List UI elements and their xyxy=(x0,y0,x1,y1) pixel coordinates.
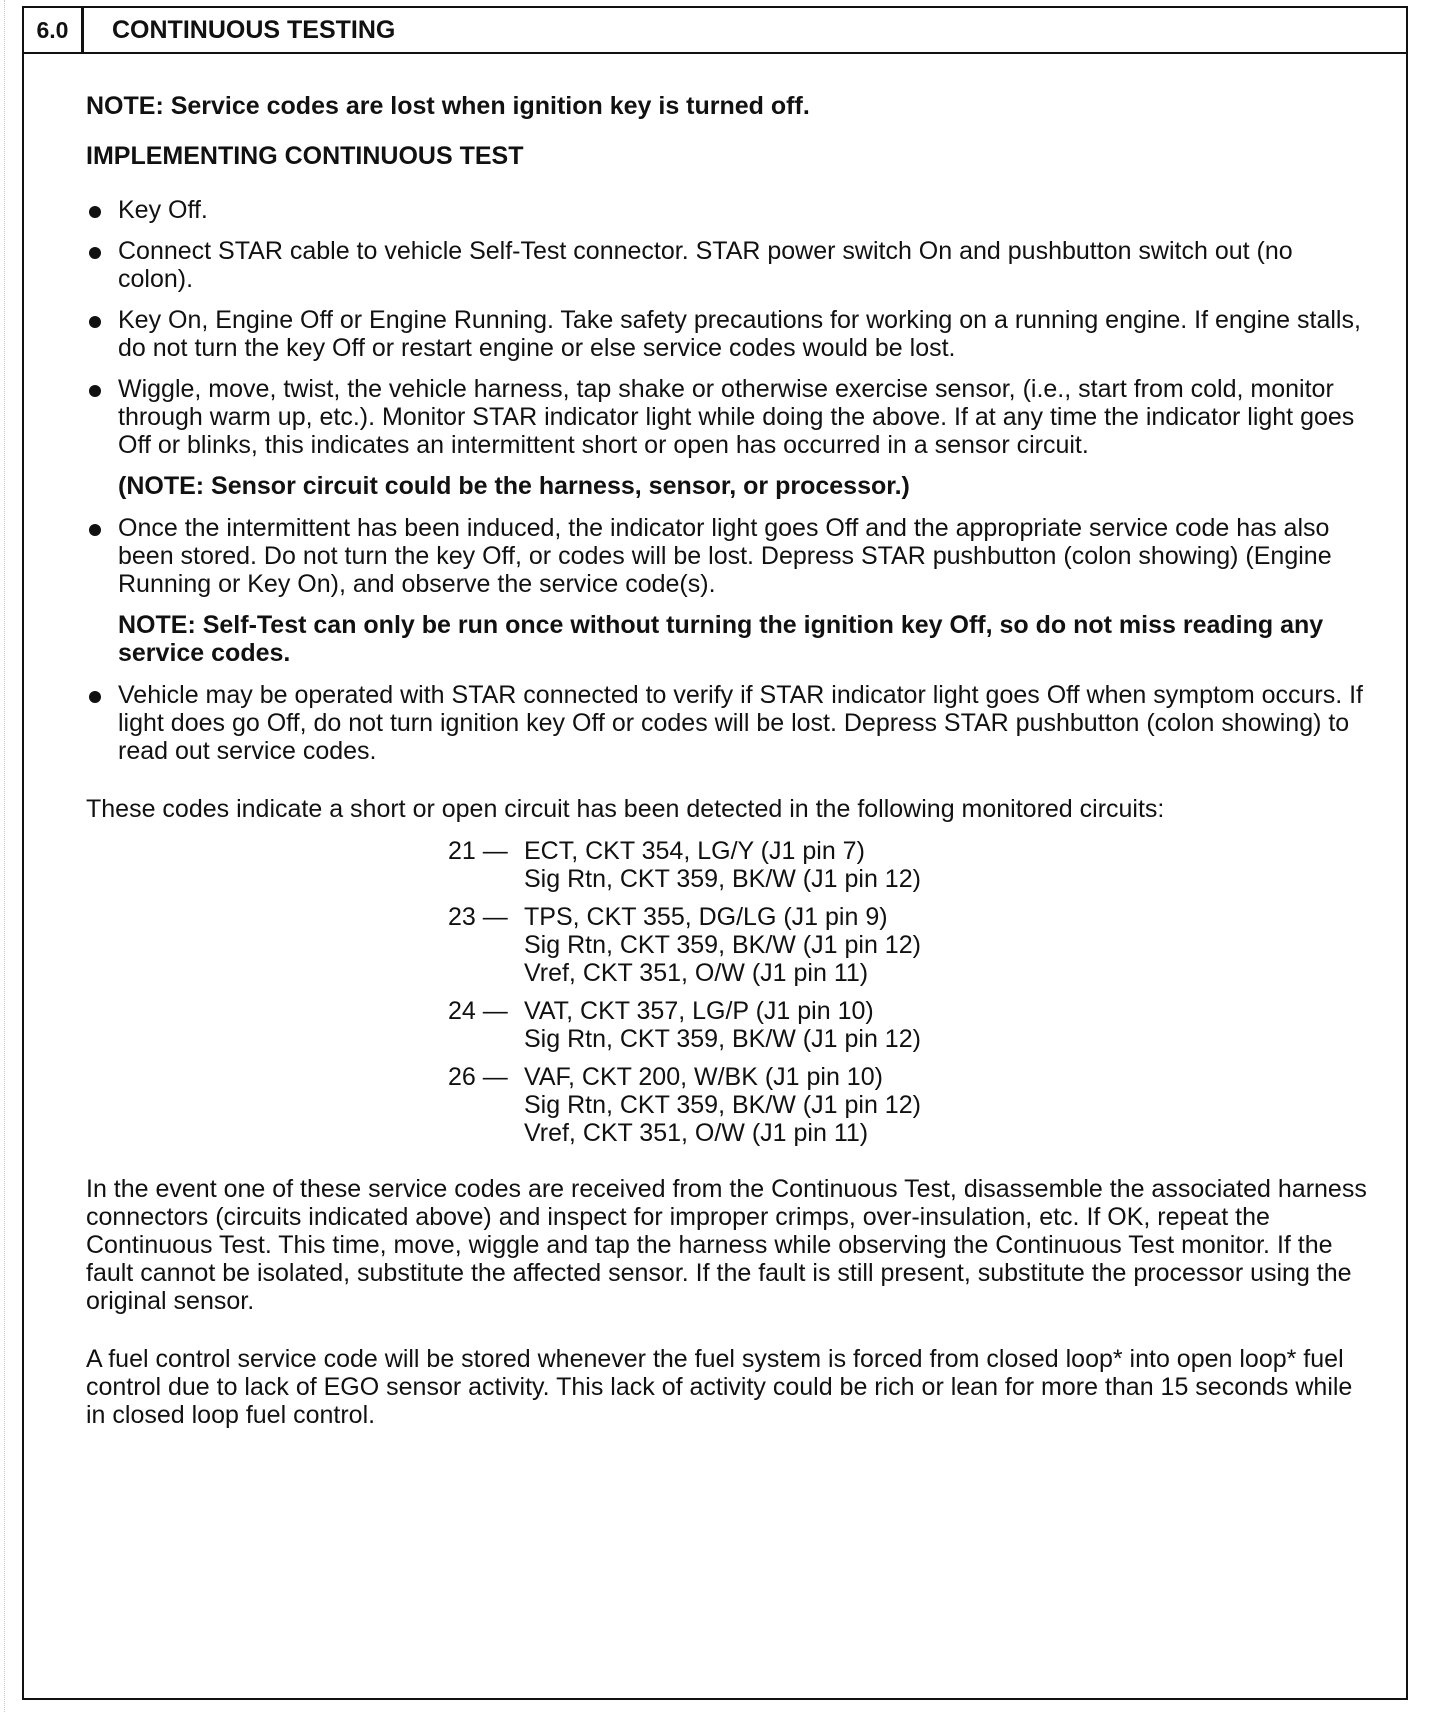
codes-intro: These codes indicate a short or open circuit has been detected in the following monitored circuits: xyxy=(86,795,1165,823)
code-line: ECT, CKT 354, LG/Y (J1 pin 7) xyxy=(524,837,865,865)
code-line: Vref, CKT 351, O/W (J1 pin 11) xyxy=(524,959,869,987)
code-line: Sig Rtn, CKT 359, BK/W (J1 pin 12) xyxy=(524,1025,921,1053)
section-title: CONTINUOUS TESTING xyxy=(112,16,396,44)
code-line: Sig Rtn, CKT 359, BK/W (J1 pin 12) xyxy=(524,931,921,959)
procedure-list-final xyxy=(86,681,1370,765)
service-code-list xyxy=(448,837,1370,1147)
code-line: TPS, CKT 355, DG/LG (J1 pin 9) xyxy=(524,903,888,931)
service-code-24 xyxy=(448,997,1370,1053)
note-sensor-circuit: (NOTE: Sensor circuit could be the harness, sensor, or processor.) xyxy=(118,472,910,500)
code-line: Vref, CKT 351, O/W (J1 pin 11) xyxy=(524,1119,869,1147)
note-service-codes-lost: NOTE: Service codes are lost when ignition key is turned off. xyxy=(86,92,810,120)
section-header xyxy=(24,8,1406,54)
scan-margin-marks xyxy=(4,0,13,1712)
service-code-23 xyxy=(448,903,1370,987)
code-line: Sig Rtn, CKT 359, BK/W (J1 pin 12) xyxy=(524,1091,921,1119)
list-item: Key Off. xyxy=(86,196,1370,224)
code-number: 26 — xyxy=(448,1063,508,1091)
service-code-26 xyxy=(448,1063,1370,1147)
procedure-list-continued xyxy=(86,514,1370,598)
list-item: Key On, Engine Off or Engine Running. Take safety precautions for working on a running engine. If engine stalls, do not turn the key Off or restart engine or else service codes would be lost. xyxy=(86,306,1370,362)
code-line: Sig Rtn, CKT 359, BK/W (J1 pin 12) xyxy=(524,865,921,893)
page-frame xyxy=(22,6,1408,1700)
list-item: Once the intermittent has been induced, the indicator light goes Off and the appropriate service code has also been stored. Do not turn the key Off, or codes will be lost. Depress STAR pushbutton (colon showing) (Engine Running or Key On), and observe the service code(s). xyxy=(86,514,1370,598)
section-number: 6.0 xyxy=(24,8,84,52)
document-body xyxy=(86,78,1370,1429)
procedure-list xyxy=(86,196,1370,459)
code-number: 23 — xyxy=(448,903,508,931)
code-line: VAF, CKT 200, W/BK (J1 pin 10) xyxy=(524,1063,883,1091)
subheading: IMPLEMENTING CONTINUOUS TEST xyxy=(86,142,524,170)
list-item: Connect STAR cable to vehicle Self-Test connector. STAR power switch On and pushbutton switch out (no colon). xyxy=(86,237,1370,293)
code-line: VAT, CKT 357, LG/P (J1 pin 10) xyxy=(524,997,874,1025)
list-item: Vehicle may be operated with STAR connected to verify if STAR indicator light goes Off when symptom occurs. If light does go Off, do not turn ignition key Off or codes will be lost. Depress STAR pushbutton (colon showing) to read out service codes. xyxy=(86,681,1370,765)
note-self-test: NOTE: Self-Test can only be run once without turning the ignition key Off, so do not miss reading any service codes. xyxy=(118,611,1324,667)
service-code-21 xyxy=(448,837,1370,893)
code-number: 24 — xyxy=(448,997,508,1025)
paragraph-fuel-control: A fuel control service code will be stored whenever the fuel system is forced from closed loop* into open loop* fuel control due to lack of EGO sensor activity. This lack of activity could be rich or lean for more than 15 seconds while in closed loop fuel control. xyxy=(86,1345,1353,1429)
paragraph-event: In the event one of these service codes are received from the Continuous Test, disassemble the associated harness connectors (circuits indicated above) and inspect for improper crimps, over-insulation, etc. If OK, repeat the Continuous Test. This time, move, wiggle and tap the harness while observing the Continuous Test monitor. If the fault cannot be isolated, substitute the affected sensor. If the fault is still present, substitute the processor using the original sensor. xyxy=(86,1175,1367,1315)
list-item: Wiggle, move, twist, the vehicle harness, tap shake or otherwise exercise sensor, (i.e., start from cold, monitor through warm up, etc.). Monitor STAR indicator light while doing the above. If at any time the indicator light goes Off or blinks, this indicates an intermittent short or open has occurred in a sensor circuit. xyxy=(86,375,1370,459)
code-number: 21 — xyxy=(448,837,508,865)
